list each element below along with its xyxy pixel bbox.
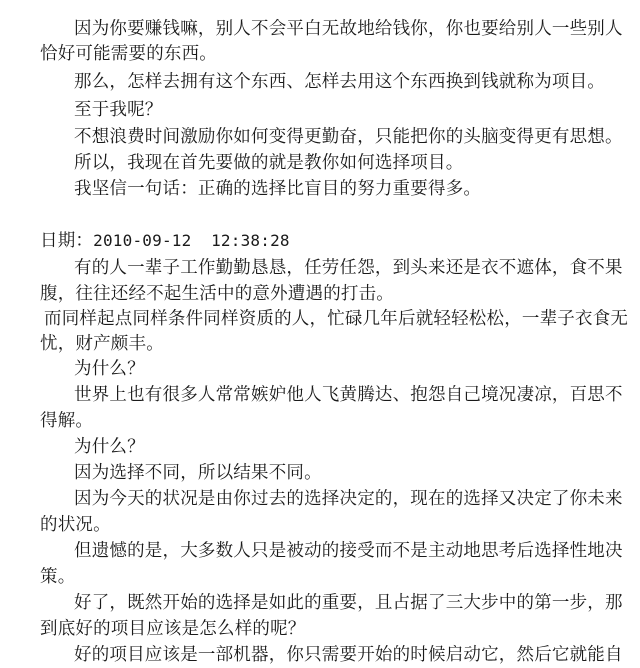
paragraph-line: 世界上也有很多人常常嫉妒他人飞黄腾达、抱怨自己境况凄凉，百思不 bbox=[74, 385, 623, 405]
date-label: 日期： bbox=[40, 231, 94, 251]
date-value: 2010-09-12 12:38:28 bbox=[93, 231, 290, 250]
paragraph-line: 到底好的项目应该是怎么样的呢？ bbox=[40, 619, 306, 639]
paragraph-line: 因为选择不同，所以结果不同。 bbox=[74, 463, 322, 483]
paragraph-line: 我坚信一句话：正确的选择比盲目的努力重要得多。 bbox=[74, 179, 482, 199]
paragraph-line: 因为你要赚钱嘛，别人不会平白无故地给钱你，你也要给别人一些别人 bbox=[74, 19, 623, 39]
paragraph-line: 忧，财产颇丰。 bbox=[40, 334, 164, 354]
paragraph-line: 不想浪费时间激励你如何变得更勤奋，只能把你的头脑变得更有思想。 bbox=[74, 127, 623, 147]
paragraph-line: 腹，往往还经不起生活中的意外遭遇的打击。 bbox=[40, 284, 394, 304]
paragraph-line: 的状况。 bbox=[40, 515, 111, 535]
paragraph-line: 好的项目应该是一部机器，你只需要开始的时候启动它，然后它就能自 bbox=[74, 645, 623, 665]
paragraph-line: 但遗憾的是，大多数人只是被动的接受而不是主动地思考后选择性地决 bbox=[74, 541, 623, 561]
paragraph-line: 为什么？ bbox=[74, 437, 145, 457]
paragraph-line: 得解。 bbox=[40, 411, 94, 431]
paragraph-line: 为什么？ bbox=[74, 359, 145, 379]
paragraph-line: 至于我呢？ bbox=[74, 100, 163, 120]
paragraph-line: 因为今天的状况是由你过去的选择决定的，现在的选择又决定了你未来 bbox=[74, 489, 623, 509]
paragraph-line: 策。 bbox=[40, 567, 76, 587]
paragraph-line: 而同样起点同样条件同样资质的人，忙碌几年后就轻轻松松，一辈子衣食无 bbox=[44, 309, 629, 329]
paragraph-line: 有的人一辈子工作勤勤恳恳，任劳任怨，到头来还是衣不遮体，食不果 bbox=[74, 258, 623, 278]
date-line bbox=[40, 230, 290, 252]
paragraph-line: 所以，我现在首先要做的就是教你如何选择项目。 bbox=[74, 153, 464, 173]
paragraph-line: 那么，怎样去拥有这个东西、怎样去用这个东西换到钱就称为项目。 bbox=[74, 72, 605, 92]
paragraph-line: 恰好可能需要的东西。 bbox=[40, 44, 217, 64]
paragraph-line: 好了，既然开始的选择是如此的重要，且占据了三大步中的第一步，那 bbox=[74, 593, 623, 613]
